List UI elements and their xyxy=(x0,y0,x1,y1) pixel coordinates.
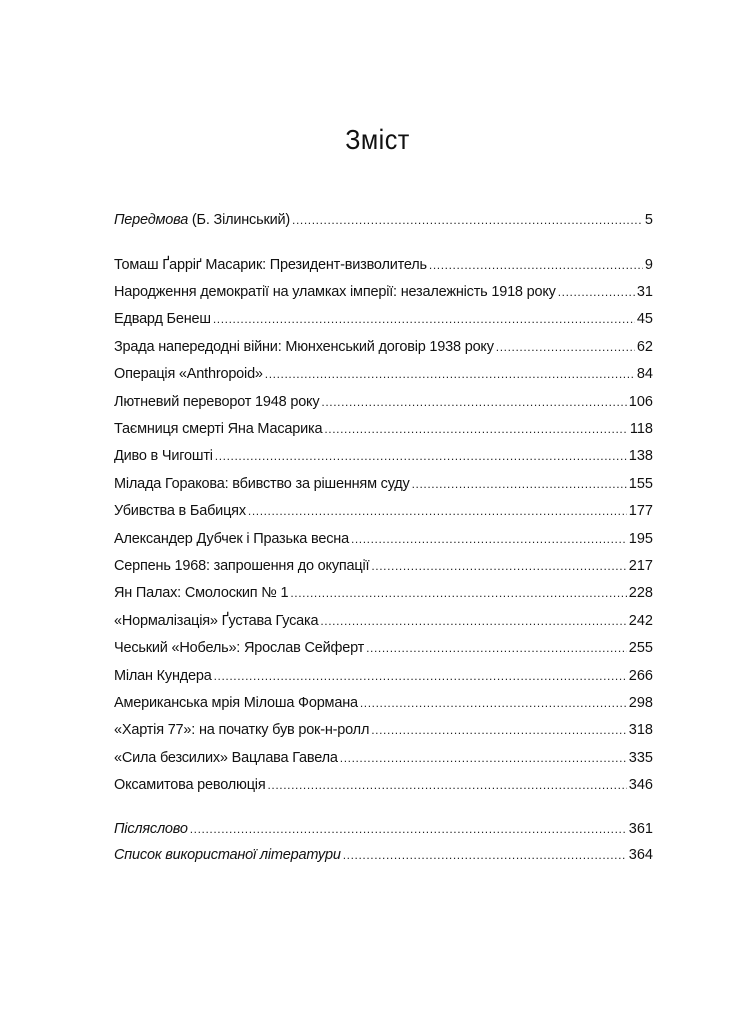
toc-entry-afterword xyxy=(114,819,653,839)
toc-entry-label: Лютневий переворот 1948 року xyxy=(114,394,320,410)
toc-entry-page: 45 xyxy=(636,311,653,327)
toc-entry xyxy=(114,611,653,631)
dot-leader xyxy=(324,419,628,439)
toc-entry-page: 177 xyxy=(628,503,653,519)
dot-leader xyxy=(343,845,627,865)
toc-entry xyxy=(114,282,653,302)
dot-leader xyxy=(558,282,635,302)
dot-leader xyxy=(248,501,627,521)
toc-entry-label: Оксамитова революція xyxy=(114,777,266,793)
toc-entry xyxy=(114,720,653,740)
dot-leader xyxy=(213,309,635,329)
toc-entry xyxy=(114,364,653,384)
toc-entry xyxy=(114,666,653,686)
dot-leader xyxy=(290,583,626,603)
dot-leader xyxy=(214,666,627,686)
toc-entry xyxy=(114,501,653,521)
toc-entry-page: 228 xyxy=(628,585,653,601)
toc-entry-page: 118 xyxy=(629,421,653,437)
toc-entry-label: Післяслово xyxy=(114,821,188,837)
dot-leader xyxy=(292,210,643,230)
dot-leader xyxy=(371,720,627,740)
dot-leader xyxy=(360,693,627,713)
toc-entry-label: Томаш Ґарріґ Масарик: Президент-визволитель xyxy=(114,257,427,273)
toc-entry-page: 346 xyxy=(628,777,653,793)
toc-entry-page: 155 xyxy=(628,476,653,492)
toc-entry xyxy=(114,474,653,494)
dot-leader xyxy=(340,748,627,768)
toc-entry xyxy=(114,748,653,768)
toc-entry-label: «Хартія 77»: на початку був рок-н-ролл xyxy=(114,722,370,738)
toc-entry-label: Народження демократії на уламках імперії: незалежність 1918 року xyxy=(114,284,556,300)
toc-entry-label: Диво в Чигошті xyxy=(114,448,213,464)
page-title: Зміст xyxy=(345,124,410,155)
toc-entry-page: 31 xyxy=(636,284,653,300)
toc-entry-page: 9 xyxy=(644,257,653,273)
toc-entry xyxy=(114,693,653,713)
toc-entry xyxy=(114,529,653,549)
dot-leader xyxy=(267,775,626,795)
toc-entry-label: Мілада Горакова: вбивство за рішенням суду xyxy=(114,476,410,492)
toc-entry-page: 364 xyxy=(628,847,653,863)
dot-leader xyxy=(351,529,627,549)
toc-entry-page: 195 xyxy=(628,531,653,547)
toc-entry-label: «Сила безсилих» Вацлава Гавела xyxy=(114,750,338,766)
toc-entry-label: Убивства в Бабицях xyxy=(114,503,246,519)
toc-entry-label: Американська мрія Мілоша Формана xyxy=(114,695,358,711)
toc-entry xyxy=(114,446,653,466)
toc-entry-page: 217 xyxy=(628,558,653,574)
toc-entry-label: «Нормалізація» Ґустава Гусака xyxy=(114,613,319,629)
toc-entry-bibliography xyxy=(114,845,653,865)
dot-leader xyxy=(190,819,627,839)
toc-entry xyxy=(114,556,653,576)
dot-leader xyxy=(366,638,627,658)
toc-entry-label: Таємниця смерті Яна Масарика xyxy=(114,421,323,437)
toc-entry-label: Серпень 1968: запрошення до окупації xyxy=(114,558,370,574)
preface-author: (Б. Зілинський) xyxy=(188,212,291,228)
toc-entry-label: Операція «Anthropoid» xyxy=(114,366,263,382)
toc-entry-page: 361 xyxy=(628,821,653,837)
dot-leader xyxy=(321,392,626,412)
dot-leader xyxy=(320,611,626,631)
toc-entry-page: 84 xyxy=(636,366,653,382)
toc-entry xyxy=(114,392,653,412)
dot-leader xyxy=(429,255,643,275)
toc-entry-label: Ян Палах: Смолоскип № 1 xyxy=(114,585,289,601)
toc-entry xyxy=(114,255,653,275)
toc-entry-page: 242 xyxy=(628,613,653,629)
toc-entry xyxy=(114,419,653,439)
toc-entry-page: 335 xyxy=(628,750,653,766)
toc-entry-preface xyxy=(114,210,653,230)
toc-entry-page: 255 xyxy=(628,640,653,656)
toc-entry-page: 62 xyxy=(636,339,653,355)
toc-entry xyxy=(114,775,653,795)
dot-leader xyxy=(371,556,626,576)
toc-entry xyxy=(114,309,653,329)
toc-entry-page: 266 xyxy=(628,668,653,684)
toc-entry-label: Мілан Кундера xyxy=(114,668,212,684)
toc-entry-label: Список використаної літератури xyxy=(114,847,341,863)
preface-title: Передмова xyxy=(114,212,189,228)
toc-entry xyxy=(114,583,653,603)
toc-entry-page: 298 xyxy=(628,695,653,711)
toc-entry-label: Едвард Бенеш xyxy=(114,311,211,327)
toc-entry-page: 318 xyxy=(628,722,653,738)
toc-entry-label: Чеський «Нобель»: Ярослав Сейферт xyxy=(114,640,365,656)
toc-entry-page: 106 xyxy=(628,394,653,410)
toc-entry-label: Александер Дубчек і Празька весна xyxy=(114,531,349,547)
dot-leader xyxy=(412,474,627,494)
toc-entry xyxy=(114,638,653,658)
dot-leader xyxy=(496,337,635,357)
dot-leader xyxy=(265,364,635,384)
toc-entry-page: 5 xyxy=(644,212,653,228)
toc-entry-label xyxy=(114,210,290,230)
dot-leader xyxy=(215,446,627,466)
toc-entry-page: 138 xyxy=(628,448,653,464)
toc-entry-label: Зрада напередодні війни: Мюнхенський договір 1938 року xyxy=(114,339,494,355)
toc-entry xyxy=(114,337,653,357)
